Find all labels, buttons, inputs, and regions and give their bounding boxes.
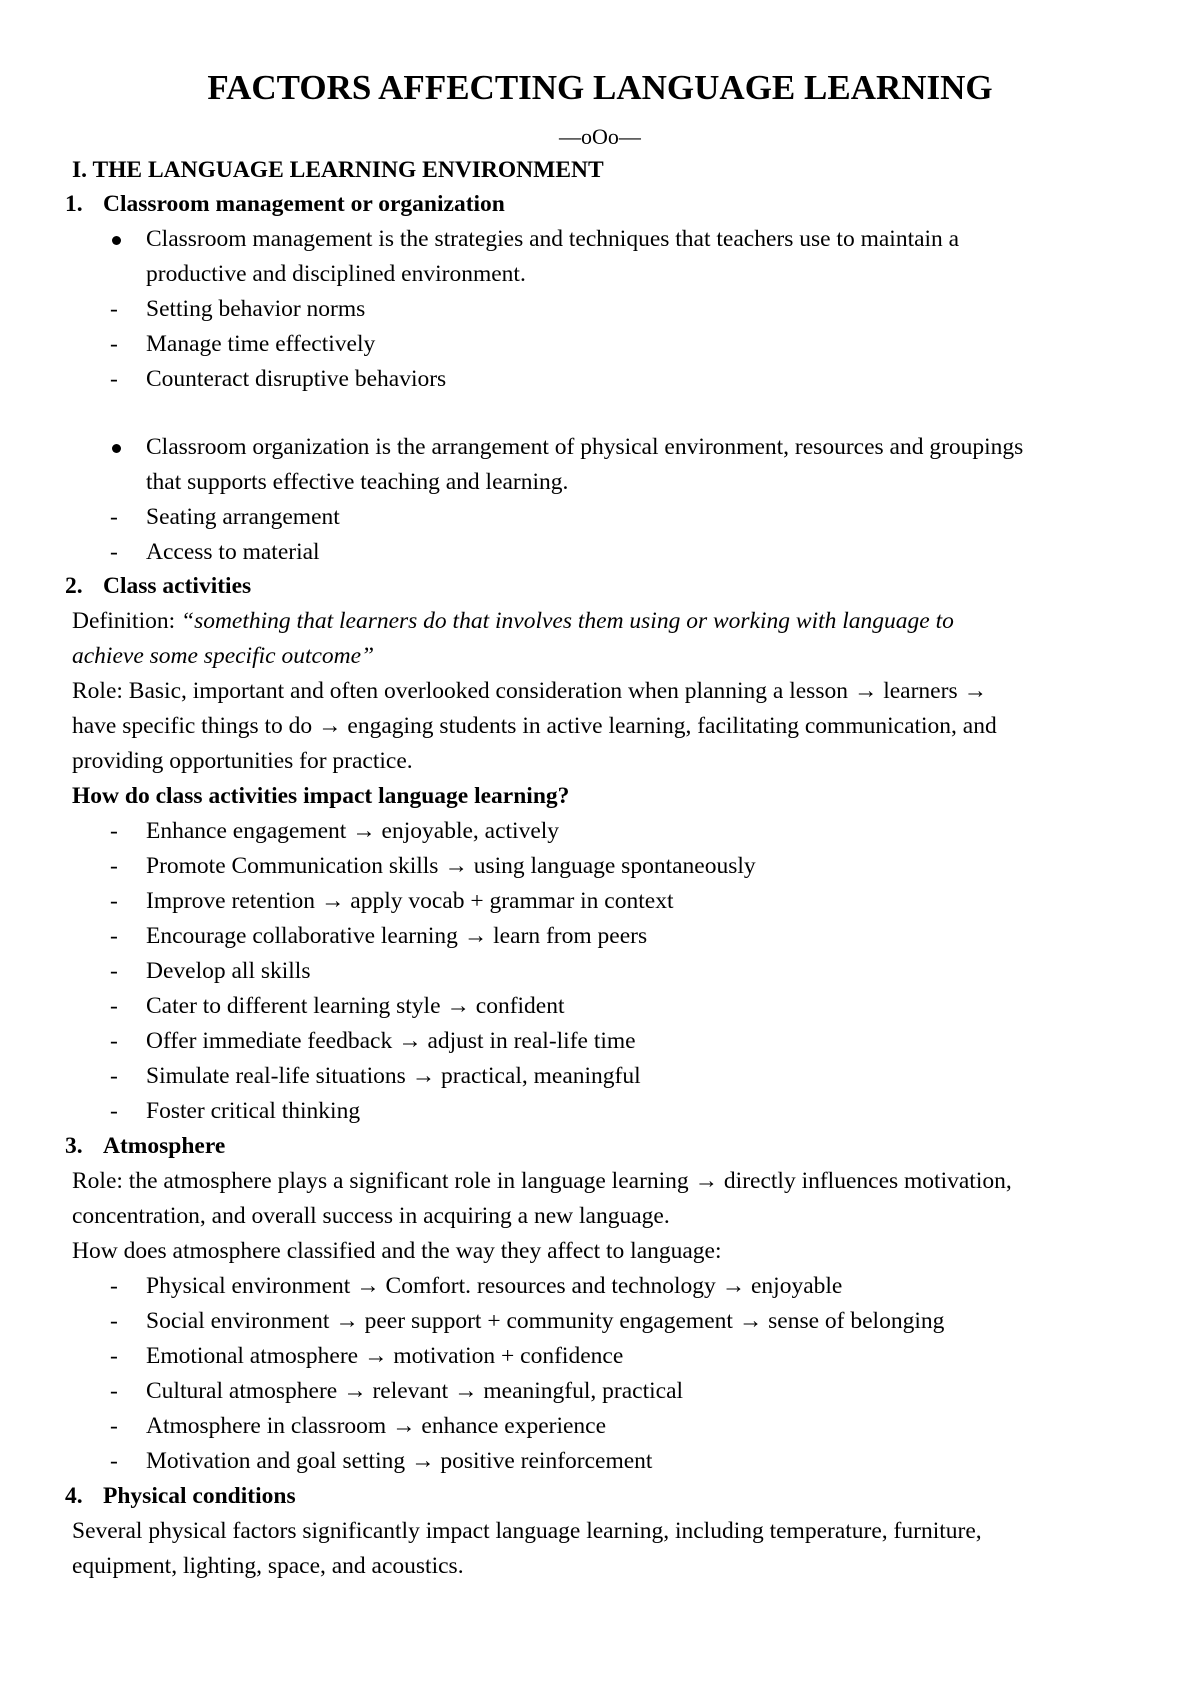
dash-marker: - bbox=[110, 993, 118, 1019]
bullet-icon bbox=[112, 444, 121, 453]
paragraph-line: How does atmosphere classified and the way they affect to language: bbox=[72, 1238, 722, 1264]
dash-marker: - bbox=[110, 1308, 118, 1334]
document-title: FACTORS AFFECTING LANGUAGE LEARNING bbox=[207, 68, 993, 107]
section-2-heading: Class activities bbox=[103, 573, 252, 599]
paragraph-line: Role: Basic, important and often overlooked consideration when planning a lesson → learners → bbox=[72, 678, 987, 704]
list-item: Promote Communication skills → using language spontaneously bbox=[146, 853, 756, 879]
paragraph-line: Classroom management is the strategies and techniques that teachers use to maintain a bbox=[146, 226, 960, 252]
dash-marker: - bbox=[110, 366, 118, 392]
dash-marker: - bbox=[110, 296, 118, 322]
list-item: Offer immediate feedback → adjust in real-life time bbox=[146, 1028, 636, 1054]
section-4-heading: Physical conditions bbox=[103, 1483, 296, 1509]
paragraph-line: equipment, lighting, space, and acoustics. bbox=[72, 1553, 464, 1579]
list-item: Encourage collaborative learning → learn from peers bbox=[146, 923, 648, 949]
dash-marker: - bbox=[110, 1448, 118, 1474]
paragraph-line: providing opportunities for practice. bbox=[72, 748, 413, 774]
list-item: Atmosphere in classroom → enhance experience bbox=[146, 1413, 607, 1439]
dash-marker: - bbox=[110, 1378, 118, 1404]
dash-marker: - bbox=[110, 958, 118, 984]
bullet-icon bbox=[112, 236, 121, 245]
paragraph-line: that supports effective teaching and learning. bbox=[146, 469, 569, 495]
list-item: Foster critical thinking bbox=[146, 1098, 361, 1124]
paragraph-line: Role: the atmosphere plays a significant role in language learning → directly influences motivation, bbox=[72, 1168, 1012, 1194]
list-item: Counteract disruptive behaviors bbox=[146, 366, 447, 392]
list-item: Emotional atmosphere → motivation + confidence bbox=[146, 1343, 624, 1369]
dash-marker: - bbox=[110, 1343, 118, 1369]
dash-marker: - bbox=[110, 331, 118, 357]
dash-marker: - bbox=[110, 504, 118, 530]
dash-marker: - bbox=[110, 1028, 118, 1054]
list-item: Improve retention → apply vocab + grammar in context bbox=[146, 888, 674, 914]
dash-marker: - bbox=[110, 888, 118, 914]
section-1-number: 1. bbox=[65, 191, 83, 217]
section-3-number: 3. bbox=[65, 1133, 83, 1159]
definition-line bbox=[72, 604, 954, 639]
dash-marker: - bbox=[110, 1413, 118, 1439]
paragraph-line: Several physical factors significantly impact language learning, including temperature, furniture, bbox=[72, 1518, 982, 1544]
dash-marker: - bbox=[110, 1273, 118, 1299]
list-item: Seating arrangement bbox=[146, 504, 340, 530]
definition-quote-cont: achieve some specific outcome” bbox=[72, 643, 375, 669]
section-3-heading: Atmosphere bbox=[103, 1133, 226, 1159]
list-item: Cultural atmosphere → relevant → meaningful, practical bbox=[146, 1378, 684, 1404]
paragraph-line: Classroom organization is the arrangement of physical environment, resources and groupings bbox=[146, 434, 1024, 460]
dash-marker: - bbox=[110, 1063, 118, 1089]
list-item: Motivation and goal setting → positive reinforcement bbox=[146, 1448, 653, 1474]
list-item: Social environment → peer support + community engagement → sense of belonging bbox=[146, 1308, 945, 1334]
dash-marker: - bbox=[110, 539, 118, 565]
subheading-question: How do class activities impact language learning? bbox=[72, 783, 570, 809]
list-item: Access to material bbox=[146, 539, 320, 565]
section-1-heading: Classroom management or organization bbox=[103, 191, 505, 217]
dash-marker: - bbox=[110, 853, 118, 879]
list-item: Develop all skills bbox=[146, 958, 311, 984]
section-4-number: 4. bbox=[65, 1483, 83, 1509]
definition-quote: “something that learners do that involves them using or working with language to bbox=[181, 608, 954, 634]
dash-marker: - bbox=[110, 818, 118, 844]
list-item: Cater to different learning style → confident bbox=[146, 993, 565, 1019]
section-heading: I. THE LANGUAGE LEARNING ENVIRONMENT bbox=[72, 157, 604, 183]
list-item: Enhance engagement → enjoyable, actively bbox=[146, 818, 560, 844]
definition-label: Definition: bbox=[72, 608, 181, 634]
list-item: Simulate real-life situations → practical, meaningful bbox=[146, 1063, 641, 1089]
paragraph-line: concentration, and overall success in acquiring a new language. bbox=[72, 1203, 670, 1229]
list-item: Physical environment → Comfort. resources and technology → enjoyable bbox=[146, 1273, 843, 1299]
list-item: Manage time effectively bbox=[146, 331, 376, 357]
paragraph-line: productive and disciplined environment. bbox=[146, 261, 526, 287]
title-ornament: —oOo— bbox=[559, 124, 641, 149]
section-2-number: 2. bbox=[65, 573, 83, 599]
list-item: Setting behavior norms bbox=[146, 296, 366, 322]
paragraph-line: have specific things to do → engaging students in active learning, facilitating communication, and bbox=[72, 713, 997, 739]
dash-marker: - bbox=[110, 923, 118, 949]
dash-marker: - bbox=[110, 1098, 118, 1124]
